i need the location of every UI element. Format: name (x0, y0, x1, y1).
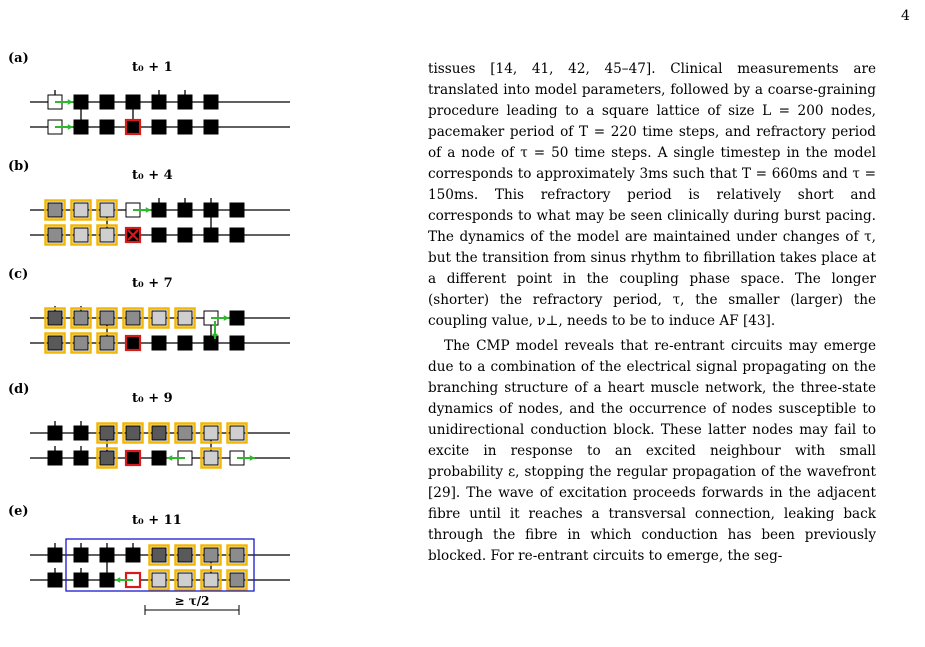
node (74, 228, 88, 242)
node (204, 573, 218, 587)
node (152, 203, 166, 217)
node (100, 426, 114, 440)
node (178, 228, 192, 242)
node (152, 336, 166, 350)
node (100, 203, 114, 217)
node (126, 548, 140, 562)
node (178, 336, 192, 350)
panel-label: (d) (8, 382, 30, 397)
panel-time: t₀ + 1 (132, 60, 173, 75)
body-text (428, 59, 876, 567)
node (204, 95, 218, 109)
node (48, 311, 62, 325)
panel-label: (b) (8, 159, 30, 174)
node (204, 203, 218, 217)
node (126, 311, 140, 325)
node (230, 336, 244, 350)
node (48, 426, 62, 440)
node (152, 573, 166, 587)
node (152, 95, 166, 109)
panel-time: t₀ + 11 (132, 513, 182, 528)
node (100, 573, 114, 587)
node (178, 573, 192, 587)
node (152, 120, 166, 134)
arrow-head (250, 455, 255, 461)
paragraph-1: tissues [14, 41, 42, 45–47]. Clinical measurements are translated into model parameters, followed by a coarse-graining procedure leading to a square lattice of size L = 200 nodes, pacemaker period of T = 220 time steps, and refractory period of a node of τ = 50 time steps. A single timestep in the model corresponds to approximately 3ms such that T = 660ms and τ = 150ms. This refractory period is relatively short and corresponds to what may be seen clinically during burst pacing. The dynamics of the model are maintained under changes of τ, but the transition from sinus rhythm to fibrillation takes place at a different point in the coupling phase space. The longer (shorter) the refractory period, τ, the smaller (larger) the coupling value, ν⊥, needs to be to induce AF [43]. (428, 61, 876, 329)
node (48, 451, 62, 465)
node (74, 451, 88, 465)
node (230, 311, 244, 325)
node (178, 426, 192, 440)
panel-c (8, 267, 290, 353)
node (126, 95, 140, 109)
node (100, 548, 114, 562)
node (152, 228, 166, 242)
arrow-head (224, 315, 229, 321)
node (74, 95, 88, 109)
node (178, 548, 192, 562)
node (74, 573, 88, 587)
panel-time: t₀ + 4 (132, 168, 173, 183)
arrow-head (68, 99, 73, 105)
panel-b (8, 159, 290, 245)
node (100, 311, 114, 325)
panel-label: (a) (8, 51, 29, 66)
node (204, 548, 218, 562)
node (204, 120, 218, 134)
node (230, 573, 244, 587)
node (74, 120, 88, 134)
panel-a (8, 51, 290, 134)
node (126, 336, 140, 350)
node (48, 336, 62, 350)
node (152, 311, 166, 325)
node (152, 426, 166, 440)
panel-e (8, 504, 290, 615)
node (230, 228, 244, 242)
node (48, 573, 62, 587)
node (230, 548, 244, 562)
node (100, 228, 114, 242)
node (204, 228, 218, 242)
paragraph-2: The CMP model reveals that re-entrant circuits may emerge due to a combination of the electrical signal propagating on the branching structure of a heart muscle network, the three-state dynamics of nodes, and the occurrence of nodes susceptible to unidirectional conduction block. These latter nodes may fail to excite in response to an excited neighbour with small probability ε, stopping the regular propagation of the wavefront [29]. The wave of excitation proceeds forwards in the adjacent fibre until it reaches a transversal connection, leaking back through the fibre in which conduction has been previously blocked. For re-entrant circuits to emerge, the seg- (428, 338, 876, 564)
node (74, 311, 88, 325)
node (100, 336, 114, 350)
node (74, 336, 88, 350)
panel-time: t₀ + 9 (132, 391, 173, 406)
panel-time: t₀ + 7 (132, 276, 173, 291)
node (178, 120, 192, 134)
node (204, 451, 218, 465)
node (100, 120, 114, 134)
node (204, 426, 218, 440)
node (152, 548, 166, 562)
arrow-head (115, 577, 120, 583)
node (152, 451, 166, 465)
arrow-head (146, 207, 151, 213)
node (100, 451, 114, 465)
node (230, 203, 244, 217)
node (126, 451, 140, 465)
node (100, 95, 114, 109)
page-number: 4 (901, 8, 910, 24)
node (126, 426, 140, 440)
scale-label: ≥ τ/2 (174, 594, 210, 608)
node (230, 426, 244, 440)
node (74, 426, 88, 440)
node (178, 203, 192, 217)
panel-d (8, 382, 290, 468)
figure (0, 0, 420, 647)
panel-label: (e) (8, 504, 29, 519)
node (74, 203, 88, 217)
node (126, 120, 140, 134)
node (178, 95, 192, 109)
arrow-head (167, 455, 172, 461)
node (178, 311, 192, 325)
node (48, 203, 62, 217)
arrow-head (68, 124, 73, 130)
node (48, 548, 62, 562)
node (74, 548, 88, 562)
panel-label: (c) (8, 267, 29, 282)
node (48, 228, 62, 242)
